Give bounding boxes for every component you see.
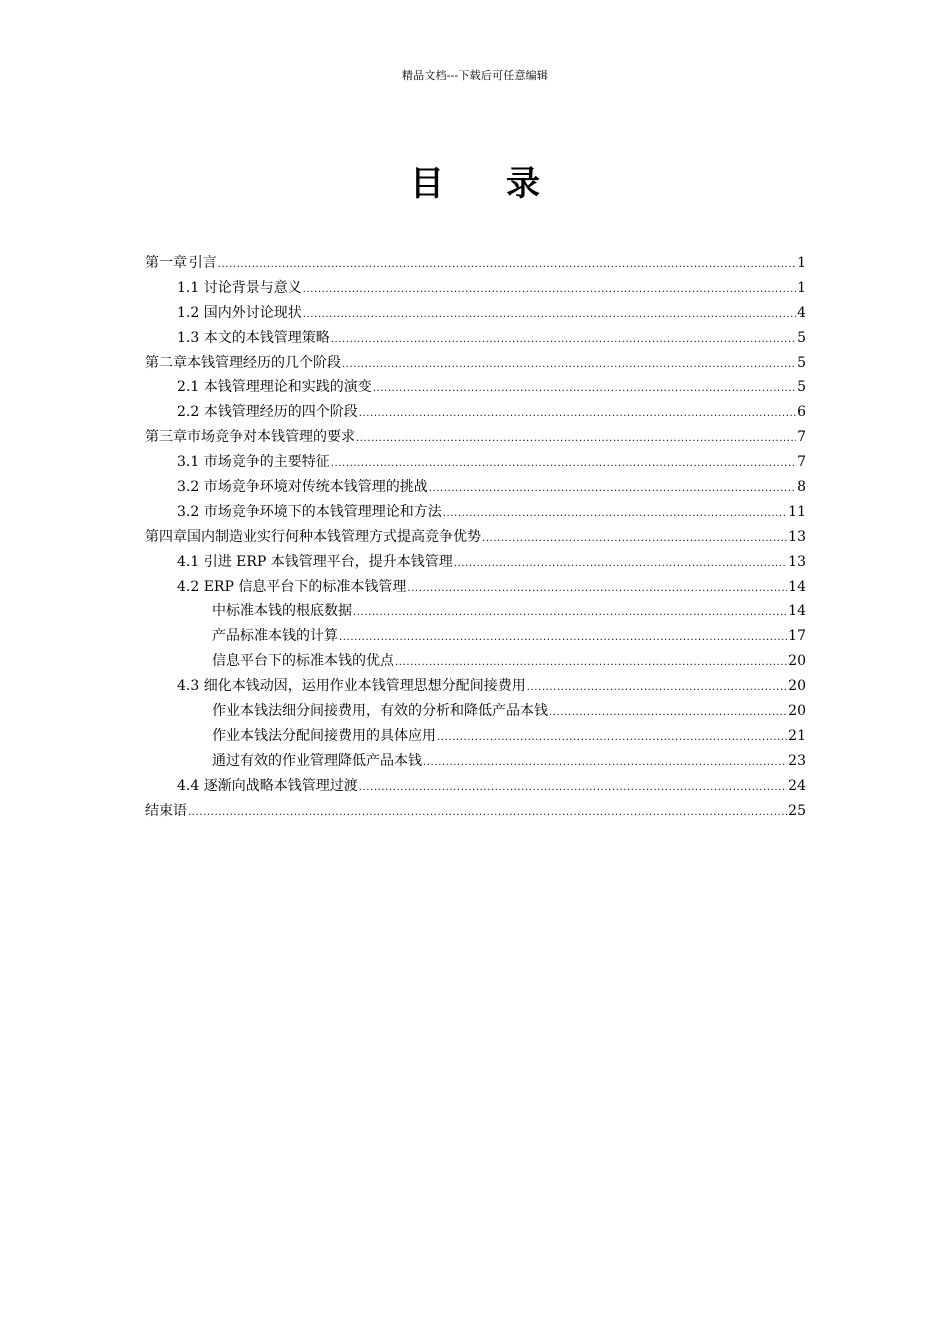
toc-leader-dots	[373, 377, 796, 402]
toc-entry-title: 4.4 逐渐向战略本钱管理过渡	[177, 777, 358, 794]
title-char-2: 录	[506, 164, 540, 204]
page-title	[0, 156, 950, 205]
toc-entry-title: 4.2 ERP 信息平台下的标准本钱管理	[177, 578, 407, 595]
toc-page-number: 5	[797, 354, 806, 371]
toc-entry-title: 信息平台下的标准本钱的优点	[212, 653, 394, 670]
toc-entry-subsection[interactable]	[145, 649, 806, 674]
toc-leader-dots	[303, 303, 796, 328]
toc-page-number: 11	[788, 503, 806, 520]
toc-entry-title: 国内制造业实行何种本钱管理方式提高竞争优势	[187, 528, 481, 545]
toc-entry-subsection[interactable]	[145, 624, 806, 649]
toc-entry-section[interactable]	[145, 400, 806, 425]
toc-chapter-label: 第二章	[145, 354, 187, 371]
toc-entry-title: 通过有效的作业管理降低产品本钱	[212, 752, 422, 769]
toc-entry-title: 4.1 引进 ERP 本钱管理平台，提升本钱管理	[177, 553, 453, 570]
toc-page-number: 1	[797, 255, 806, 271]
toc-entry-section[interactable]	[145, 575, 806, 600]
toc-entry-section[interactable]	[145, 774, 806, 799]
toc-leader-dots	[482, 527, 787, 552]
toc-entry-section[interactable]	[145, 301, 806, 326]
toc-entry-section[interactable]	[145, 326, 806, 351]
toc-entry-title: 3.2 市场竞争环境下的本钱管理理论和方法	[177, 503, 442, 520]
toc-entry-section[interactable]	[145, 276, 806, 301]
toc-entry-chapter-2[interactable]	[145, 351, 806, 376]
toc-chapter-label: 第一章	[145, 255, 187, 271]
toc-page-number: 5	[797, 329, 806, 346]
toc-entry-title: 结束语	[145, 802, 187, 819]
toc-leader-dots	[359, 776, 787, 801]
toc-leader-dots	[549, 701, 787, 726]
toc-leader-dots	[356, 427, 796, 452]
toc-entry-title: 3.2 市场竞争环境对传统本钱管理的挑战	[177, 479, 428, 496]
toc-page-number: 5	[797, 379, 806, 396]
toc-leader-dots	[395, 651, 787, 676]
toc-entry-subsection[interactable]	[145, 599, 806, 624]
toc-leader-dots	[342, 353, 796, 378]
toc-leader-dots	[188, 801, 787, 826]
toc-page-number: 25	[788, 802, 806, 819]
toc-page-number: 17	[788, 628, 806, 645]
toc-entry-title: 产品标准本钱的计算	[212, 628, 338, 645]
toc-page-number: 20	[788, 653, 806, 670]
table-of-contents	[145, 251, 806, 823]
toc-entry-title: 市场竞争对本钱管理的要求	[187, 429, 355, 446]
toc-entry-subsection[interactable]	[145, 724, 806, 749]
toc-page-number: 20	[788, 678, 806, 695]
page-header: 精品文档---下载后可任意编辑	[401, 69, 549, 82]
toc-entry-title: 1.3 本文的本钱管理策略	[177, 329, 330, 346]
toc-entry-section[interactable]	[145, 550, 806, 575]
toc-page-number: 21	[788, 727, 806, 744]
toc-entry-conclusion[interactable]	[145, 799, 806, 824]
toc-page-number: 13	[788, 528, 806, 545]
toc-entry-title: 作业本钱法细分间接费用，有效的分析和降低产品本钱	[212, 703, 548, 720]
toc-leader-dots	[423, 751, 787, 776]
toc-leader-dots	[339, 626, 787, 651]
toc-entry-section[interactable]	[145, 375, 806, 400]
toc-entry-subsection[interactable]	[145, 749, 806, 774]
toc-chapter-label: 第四章	[145, 528, 187, 545]
toc-leader-dots	[443, 502, 787, 527]
toc-entry-section[interactable]	[145, 475, 806, 500]
toc-entry-subsection[interactable]	[145, 699, 806, 724]
toc-entry-title: 引言	[188, 255, 217, 271]
toc-page-number: 8	[797, 479, 806, 496]
toc-entry-section[interactable]	[145, 450, 806, 475]
toc-leader-dots	[331, 328, 796, 353]
toc-page-number: 13	[788, 553, 806, 570]
toc-page-number: 14	[788, 603, 806, 620]
toc-page-number: 24	[788, 777, 806, 794]
toc-entry-title: 中标准本钱的根底数据	[212, 603, 352, 620]
toc-leader-dots	[359, 402, 796, 427]
toc-page-number: 6	[797, 404, 806, 421]
toc-page-number: 14	[788, 578, 806, 595]
toc-page-number: 4	[797, 304, 806, 321]
toc-page-number: 20	[788, 703, 806, 720]
toc-entry-section[interactable]	[145, 500, 806, 525]
toc-entry-title: 作业本钱法分配间接费用的具体应用	[212, 727, 436, 744]
toc-entry-title: 3.1 市场竞争的主要特征	[177, 454, 330, 471]
toc-entry-chapter-1[interactable]	[145, 251, 806, 276]
toc-leader-dots	[437, 726, 787, 751]
toc-entry-title: 4.3 细化本钱动因，运用作业本钱管理思想分配间接费用	[177, 678, 526, 695]
toc-entry-title: 1.2 国内外讨论现状	[177, 304, 302, 321]
toc-leader-dots	[303, 278, 796, 303]
toc-chapter-label: 第三章	[145, 429, 187, 446]
toc-page-number: 7	[797, 454, 806, 471]
toc-leader-dots	[218, 253, 796, 278]
toc-entry-title: 本钱管理经历的几个阶段	[187, 354, 341, 371]
toc-leader-dots	[407, 577, 787, 602]
toc-leader-dots	[527, 676, 787, 701]
toc-leader-dots	[353, 601, 787, 626]
toc-entry-title: 1.1 讨论背景与意义	[177, 279, 302, 296]
toc-leader-dots	[454, 552, 787, 577]
title-char-1: 目	[410, 164, 444, 204]
toc-entry-title: 2.2 本钱管理经历的四个阶段	[177, 404, 358, 421]
toc-leader-dots	[429, 477, 796, 502]
toc-entry-title: 2.1 本钱管理理论和实践的演变	[177, 379, 372, 396]
toc-entry-chapter-3[interactable]	[145, 425, 806, 450]
toc-page-number: 1	[797, 279, 806, 296]
toc-leader-dots	[331, 452, 796, 477]
toc-page-number: 23	[788, 752, 806, 769]
toc-entry-section[interactable]	[145, 674, 806, 699]
toc-entry-chapter-4[interactable]	[145, 525, 806, 550]
toc-page-number: 7	[797, 429, 806, 446]
